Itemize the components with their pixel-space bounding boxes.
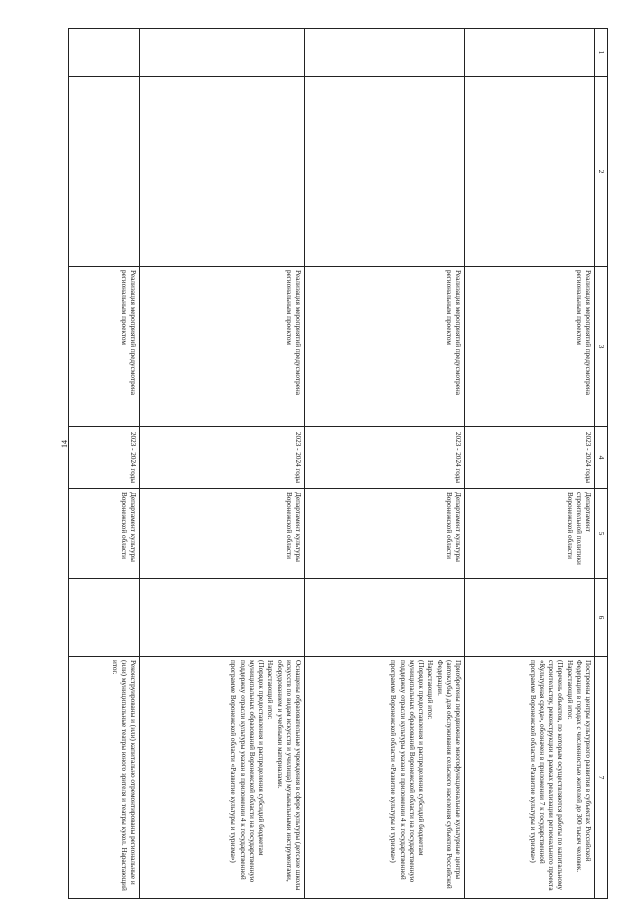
cell-result <box>69 657 140 899</box>
result-line: Нарастающий итог. <box>565 660 574 720</box>
cell-col2 <box>305 77 465 267</box>
cell-col1 <box>305 29 465 77</box>
header-cell: 1 <box>595 29 608 77</box>
cell-col6 <box>69 579 140 657</box>
cell-col2 <box>69 77 140 267</box>
cell-executor: Департамент культуры Воронежской области <box>140 489 305 579</box>
cell-executor: Департамент культуры Воронежской области <box>69 489 140 579</box>
table-row <box>69 29 140 899</box>
header-row <box>595 29 608 899</box>
cell-col1 <box>465 29 595 77</box>
cell-col6 <box>465 579 595 657</box>
cell-activity: Реализация мероприятий предусмотрена региональным проектом <box>465 267 595 427</box>
header-cell: 2 <box>595 77 608 267</box>
page-number: 14 <box>60 440 69 448</box>
result-line: Оснащены образовательные учреждения в сфере культуры (детские школы искусств по видам искусств и училища) музыкальными инструментами, оборудованием и учебными материалами. <box>275 660 302 891</box>
cell-result <box>465 657 595 899</box>
program-table <box>68 28 608 899</box>
table-row <box>305 29 465 899</box>
cell-result <box>140 657 305 899</box>
result-line: Нарастающий итог. <box>266 660 275 720</box>
cell-period: 2023 - 2024 годы <box>140 427 305 489</box>
result-line: (Порядок предоставления и распределения субсидий бюджетам муниципальных образований Воронежской области на государственную поддержку отрасли культуры указан в приложении 4 к государственной программе Воронежской области «Развитие культуры и туризма») <box>389 660 426 883</box>
header-cell: 3 <box>595 267 608 427</box>
header-cell: 6 <box>595 579 608 657</box>
cell-col1 <box>140 29 305 77</box>
header-cell: 4 <box>595 427 608 489</box>
cell-activity: Реализация мероприятий предусмотрена региональным проектом <box>69 267 140 427</box>
result-line: Реконструированы и (или) капитально отремонтированы региональные и (или) муниципальные театры юного зрителя и театры кукол. Нарастающий итог. <box>110 660 137 891</box>
rotated-page <box>68 28 608 898</box>
cell-period: 2023 - 2024 годы <box>465 427 595 489</box>
cell-col6 <box>305 579 465 657</box>
header-cell: 7 <box>595 657 608 899</box>
cell-activity: Реализация мероприятий предусмотрена региональным проектом <box>305 267 465 427</box>
result-line: (Порядок предоставления и распределения субсидий бюджетам муниципальных образований Воронежской области на государственную поддержку отрасли культуры указан в приложении 4 к государственной программе Воронежской области «Развитие культуры и туризма») <box>229 660 266 883</box>
result-line: (Перечень объектов, по которым осуществляются работы по капитальному строительству, реконструкции в рамках реализации регионального проекта «Культурная среда», обозначен в приложении 7 к государственной программе Воронежской области «Развитие культуры и туризма») <box>528 660 565 891</box>
cell-activity: Реализация мероприятий предусмотрена региональным проектом <box>140 267 305 427</box>
table-row <box>140 29 305 899</box>
table-row <box>465 29 595 899</box>
result-line: Построены центры культурного развития в субъектах Российской Федерации в городах с численностью жителей до 300 тысяч человек. <box>574 660 592 873</box>
cell-result <box>305 657 465 899</box>
cell-col2 <box>465 77 595 267</box>
result-line: Приобретены передвижные многофункциональные культурные центры (автоклубы) для обслуживания сельского населения субъектов Российской Федерации. <box>435 660 462 889</box>
cell-col1 <box>69 29 140 77</box>
cell-col6 <box>140 579 305 657</box>
cell-period: 2023 - 2024 годы <box>69 427 140 489</box>
cell-col2 <box>140 77 305 267</box>
header-cell: 5 <box>595 489 608 579</box>
result-line: Нарастающий итог. <box>426 660 435 720</box>
cell-period: 2023 - 2024 годы <box>305 427 465 489</box>
cell-executor: Департамент культуры Воронежской области <box>305 489 465 579</box>
cell-executor: Департамент строительной политики Воронежской области <box>465 489 595 579</box>
